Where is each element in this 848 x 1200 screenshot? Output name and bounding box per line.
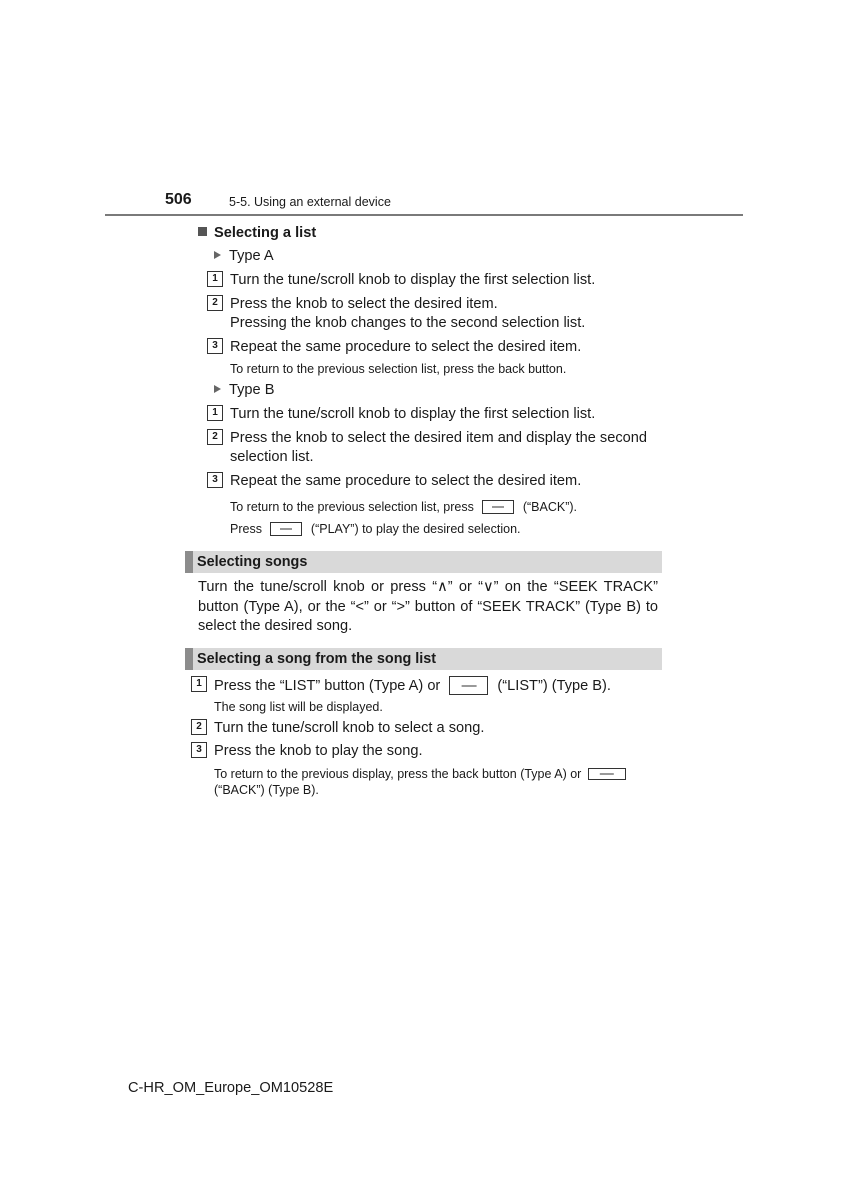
step-text: Turn the tune/scroll knob to display the first selection list. bbox=[230, 272, 596, 288]
step-text-start: Press the “LIST” button (Type A) or bbox=[214, 678, 441, 694]
step-text: Press the knob to select the desired item. bbox=[230, 296, 498, 312]
step-number-box: 2 bbox=[207, 295, 223, 311]
type-b-label bbox=[214, 381, 274, 400]
step-number-box: 3 bbox=[191, 742, 207, 758]
step-number-box: 1 bbox=[207, 405, 223, 421]
step-text bbox=[214, 676, 611, 696]
back-button-icon bbox=[588, 768, 626, 780]
step-text: Repeat the same procedure to select the desired item. bbox=[230, 339, 582, 355]
step-number-box: 1 bbox=[207, 271, 223, 287]
note-text-start: To return to the previous display, press the back button (Type A) or bbox=[214, 767, 582, 781]
step-number-box: 3 bbox=[207, 338, 223, 354]
triangle-bullet-icon bbox=[214, 251, 221, 259]
step-text-continued: Pressing the knob changes to the second selection list. bbox=[230, 315, 586, 331]
document-code: C-HR_OM_Europe_OM10528E bbox=[128, 1080, 334, 1096]
note-text bbox=[230, 500, 577, 515]
selecting-songs-heading-bar bbox=[185, 551, 662, 573]
note-text bbox=[214, 767, 626, 782]
step-text: Press the knob to select the desired item and display the second bbox=[230, 430, 647, 446]
list-button-icon bbox=[449, 676, 488, 695]
selecting-songs-heading: Selecting songs bbox=[197, 554, 308, 570]
note-text-end: (“PLAY”) to play the desired selection. bbox=[310, 522, 521, 536]
square-bullet-icon bbox=[198, 227, 207, 236]
selecting-songs-body: Turn the tune/scroll knob or press “∧” or “∨” on the “SEEK TRACK” button (Type A), or the “<” or “>” button of “SEEK TRACK” (Type B) to select the desired song. bbox=[198, 579, 658, 634]
play-button-icon bbox=[270, 522, 302, 536]
step-text: Turn the tune/scroll knob to select a song. bbox=[214, 720, 485, 736]
step-number-box: 2 bbox=[191, 719, 207, 735]
step-number-box: 1 bbox=[191, 676, 207, 692]
note-text-continued: (“BACK”) (Type B). bbox=[214, 783, 319, 797]
step-number-box: 3 bbox=[207, 472, 223, 488]
note-text-start: Press bbox=[230, 522, 262, 536]
step-text-continued: selection list. bbox=[230, 449, 314, 465]
note-text: The song list will be displayed. bbox=[214, 700, 383, 714]
step-text: Turn the tune/scroll knob to display the first selection list. bbox=[230, 406, 596, 422]
note-text-start: To return to the previous selection list, press bbox=[230, 500, 474, 514]
step-number-box: 2 bbox=[207, 429, 223, 445]
step-text-end: (“LIST”) (Type B). bbox=[497, 678, 611, 694]
step-text: Repeat the same procedure to select the desired item. bbox=[230, 473, 582, 489]
note-text-end: (“BACK”). bbox=[522, 500, 578, 514]
song-list-heading-bar bbox=[185, 648, 662, 670]
header-divider bbox=[105, 214, 743, 216]
type-a-label bbox=[214, 247, 274, 266]
triangle-bullet-icon bbox=[214, 385, 221, 393]
type-a-label-text: Type A bbox=[229, 248, 274, 264]
selecting-list-heading bbox=[198, 224, 316, 243]
page-number: 506 bbox=[165, 191, 192, 208]
back-button-icon bbox=[482, 500, 514, 514]
note-text: To return to the previous selection list, press the back button. bbox=[230, 362, 567, 376]
selecting-list-heading-text: Selecting a list bbox=[214, 225, 317, 241]
note-text bbox=[230, 522, 521, 537]
step-text: Press the knob to play the song. bbox=[214, 743, 423, 759]
section-reference: 5-5. Using an external device bbox=[229, 195, 391, 209]
type-b-label-text: Type B bbox=[229, 382, 275, 398]
song-list-heading: Selecting a song from the song list bbox=[197, 651, 437, 667]
